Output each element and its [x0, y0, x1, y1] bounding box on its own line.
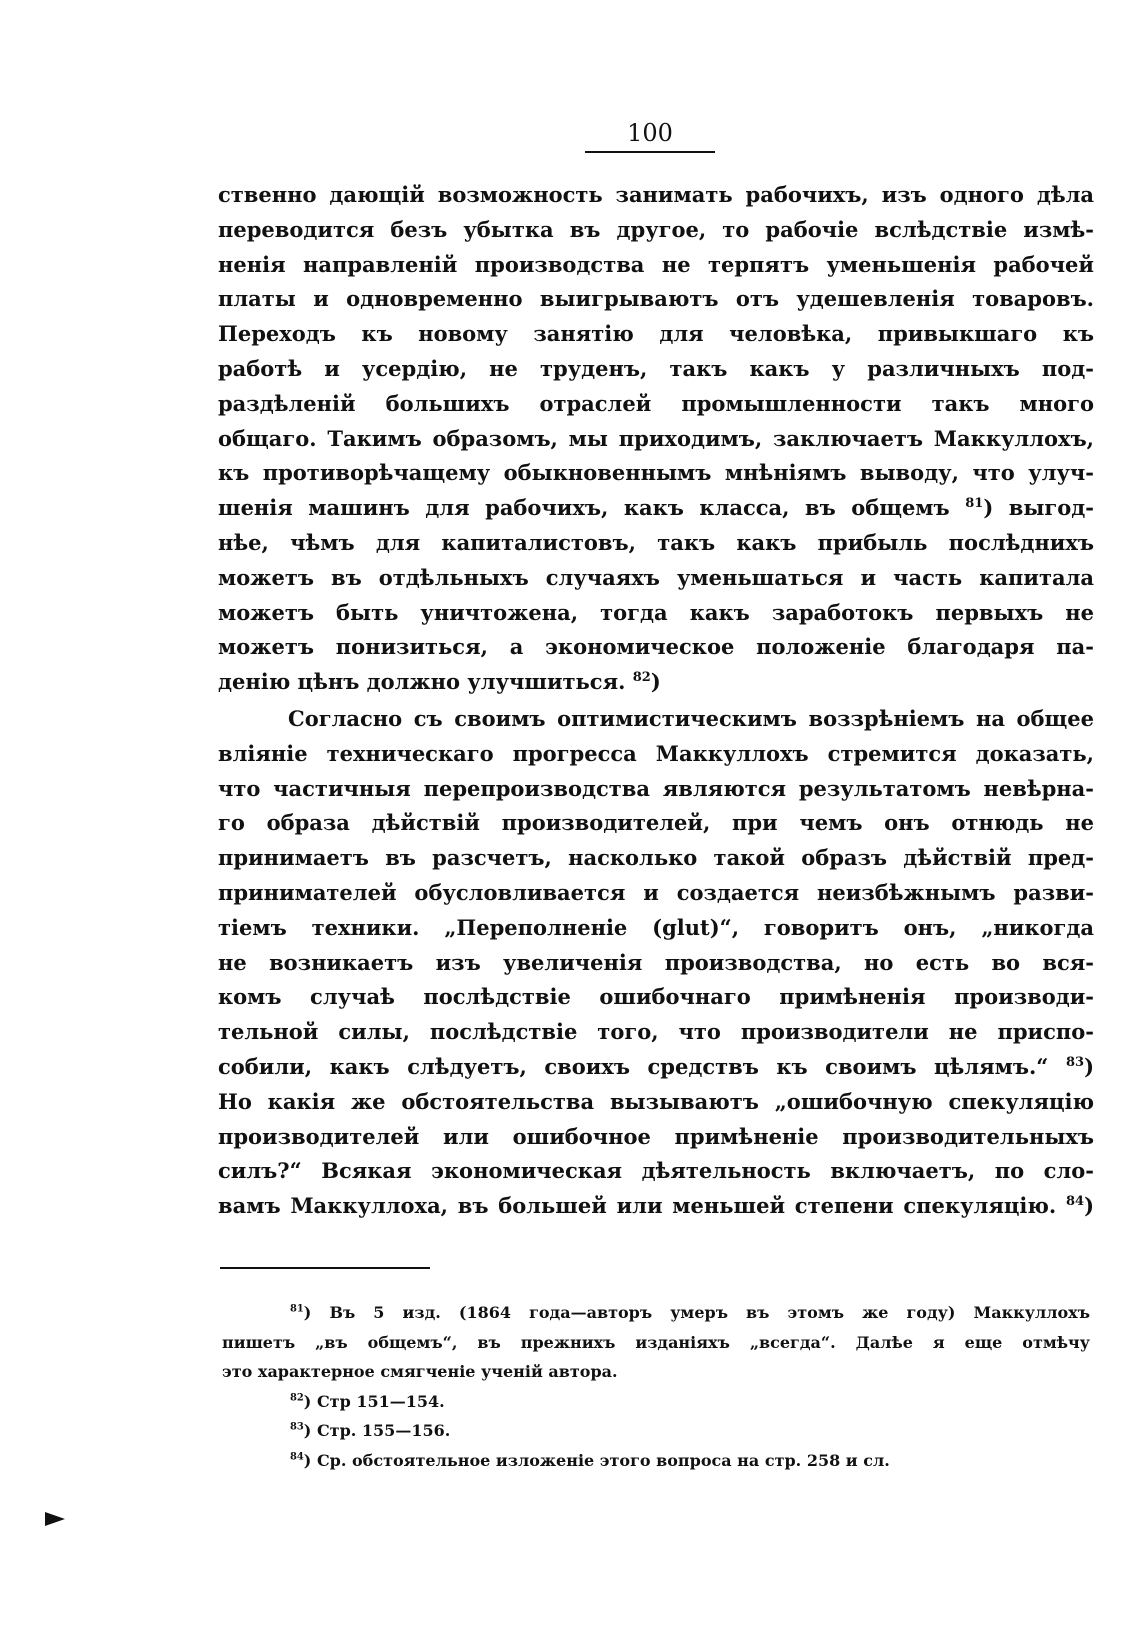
text-line: можетъ въ отдѣльныхъ случаяхъ уменьшаться и часть капитала	[218, 564, 1094, 590]
text-segment: )	[1084, 1053, 1095, 1079]
text-line: го образа дѣйствій производителей, при чемъ онъ отнюдь не	[218, 810, 1094, 836]
text-line: раздѣленій большихъ отраслей промышленности такъ много	[218, 390, 1094, 416]
footnote-ref-82[interactable]: 82	[632, 670, 651, 686]
text-line: Согласно съ своимъ оптимистическимъ воззрѣніемъ на общее	[288, 706, 1094, 731]
header-rule	[585, 151, 715, 153]
footnote-line: это характерное смягченіе ученій автора.	[222, 1362, 618, 1381]
text-segment: ) выгод-	[983, 495, 1095, 521]
text-segment: )	[1084, 1193, 1094, 1219]
text-line: силъ?“ Всякая экономическая дѣятельность включаетъ, по сло-	[218, 1158, 1094, 1184]
footnote-text: ) Ср. обстоятельное изложеніе этого вопроса на стр. 258 и сл.	[303, 1450, 890, 1470]
footnote-83	[222, 1416, 1090, 1446]
text-segment: собили, какъ слѣдуетъ, своихъ средствъ къ своимъ цѣлямъ.“	[218, 1053, 1049, 1079]
text-line: не возникаетъ изъ увеличенія производства, но есть во вся-	[218, 949, 1094, 975]
text-line: можетъ быть уничтожена, тогда какъ заработокъ первыхъ не	[218, 599, 1094, 625]
corner-mark	[45, 1512, 65, 1526]
text-line: тельной силы, послѣдствіе того, что производители не приспо-	[218, 1019, 1094, 1045]
text-line: Переходъ къ новому занятію для человѣка, привыкшаго къ	[218, 321, 1094, 347]
text-line: общаго. Такимъ образомъ, мы приходимъ, заключаетъ Маккуллохъ,	[218, 425, 1094, 451]
footnote-text: ) Въ 5 изд. (1864 года—авторъ умеръ въ этомъ же году) Маккуллохъ	[303, 1303, 1090, 1322]
footnote-marker: 83	[290, 1421, 304, 1433]
text-line: платы и одновременно выигрываютъ отъ удешевленія товаровъ.	[218, 286, 1094, 312]
text-line: ненія направленій производства не терпятъ уменьшенія рабочей	[218, 251, 1094, 277]
paragraph-1	[218, 178, 1094, 700]
text-line: тіемъ техники. „Переполненіе (glut)“, говоритъ онъ, „никогда	[218, 914, 1094, 940]
footnote-marker: 81	[290, 1303, 304, 1315]
text-line: къ противорѣчащему обыкновеннымъ мнѣніямъ выводу, что улуч-	[218, 460, 1094, 486]
footnote-81	[222, 1298, 1090, 1387]
text-line: можетъ понизиться, а экономическое положеніе благодаря па-	[218, 634, 1094, 660]
page-number: 100	[627, 119, 673, 147]
footnote-line: пишетъ „въ общемъ“, въ прежнихъ изданіяхъ „всегда“. Далѣе я еще отмѣчу	[222, 1332, 1090, 1352]
text-line: производителей или ошибочное примѣненіе производительныхъ	[218, 1123, 1094, 1149]
footnote-text: ) Стр 151—154.	[303, 1391, 445, 1411]
footnote-marker: 84	[290, 1451, 304, 1463]
text-line: нѣе, чѣмъ для капиталистовъ, такъ какъ прибыль послѣднихъ	[218, 529, 1094, 555]
text-line: Но какія же обстоятельства вызываютъ „ошибочную спекуляцію	[218, 1088, 1094, 1114]
text-line: работѣ и усердію, не труденъ, такъ какъ у различныхъ под-	[218, 355, 1094, 381]
text-segment: вамъ Маккуллоха, въ большей или меньшей степени спекуляцію.	[218, 1193, 1057, 1219]
text-line	[218, 1189, 1094, 1224]
footnote-rule	[220, 1267, 430, 1269]
footnote-text: ) Стр. 155—156.	[303, 1421, 451, 1440]
text-line: что частичныя перепроизводства являются результатомъ невѣрна-	[218, 775, 1094, 801]
footnote-marker: 82	[290, 1392, 304, 1404]
footnote-line	[222, 1446, 1090, 1476]
footnote-84	[222, 1446, 1090, 1476]
footnote-ref-83[interactable]: 83	[1065, 1054, 1085, 1070]
footnote-ref-81[interactable]: 81	[965, 496, 984, 512]
text-line: принимаетъ въ разсчетъ, насколько такой образъ дѣйствій пред-	[218, 845, 1094, 871]
text-line: ственно дающій возможность занимать рабочихъ, изъ одного дѣла	[218, 182, 1094, 207]
text-segment: шенія машинъ для рабочихъ, какъ класса, въ общемъ	[218, 495, 950, 521]
text-line	[218, 665, 1094, 700]
paragraph-2	[218, 702, 1094, 1224]
text-segment: денію цѣнъ должно улучшиться.	[218, 669, 626, 695]
text-line	[218, 491, 1094, 526]
text-line: комъ случаѣ послѣдствіе ошибочнаго примѣненія производи-	[218, 984, 1094, 1010]
text-line: вліяніе техническаго прогресса Маккуллохъ стремится доказать,	[218, 740, 1094, 766]
footnote-line	[222, 1298, 1090, 1328]
footnotes	[222, 1298, 1090, 1475]
text-line: принимателей обусловливается и создается неизбѣжнымъ разви-	[218, 879, 1094, 905]
text-line	[218, 1050, 1094, 1085]
footnote-line	[222, 1416, 1090, 1446]
footnote-82	[222, 1387, 1090, 1417]
text-line: переводится безъ убытка въ другое, то рабочіе вслѣдствіе измѣ-	[218, 216, 1094, 242]
footnote-line	[222, 1387, 1090, 1417]
text-segment: )	[650, 669, 661, 695]
footnote-ref-84[interactable]: 84	[1065, 1194, 1085, 1210]
